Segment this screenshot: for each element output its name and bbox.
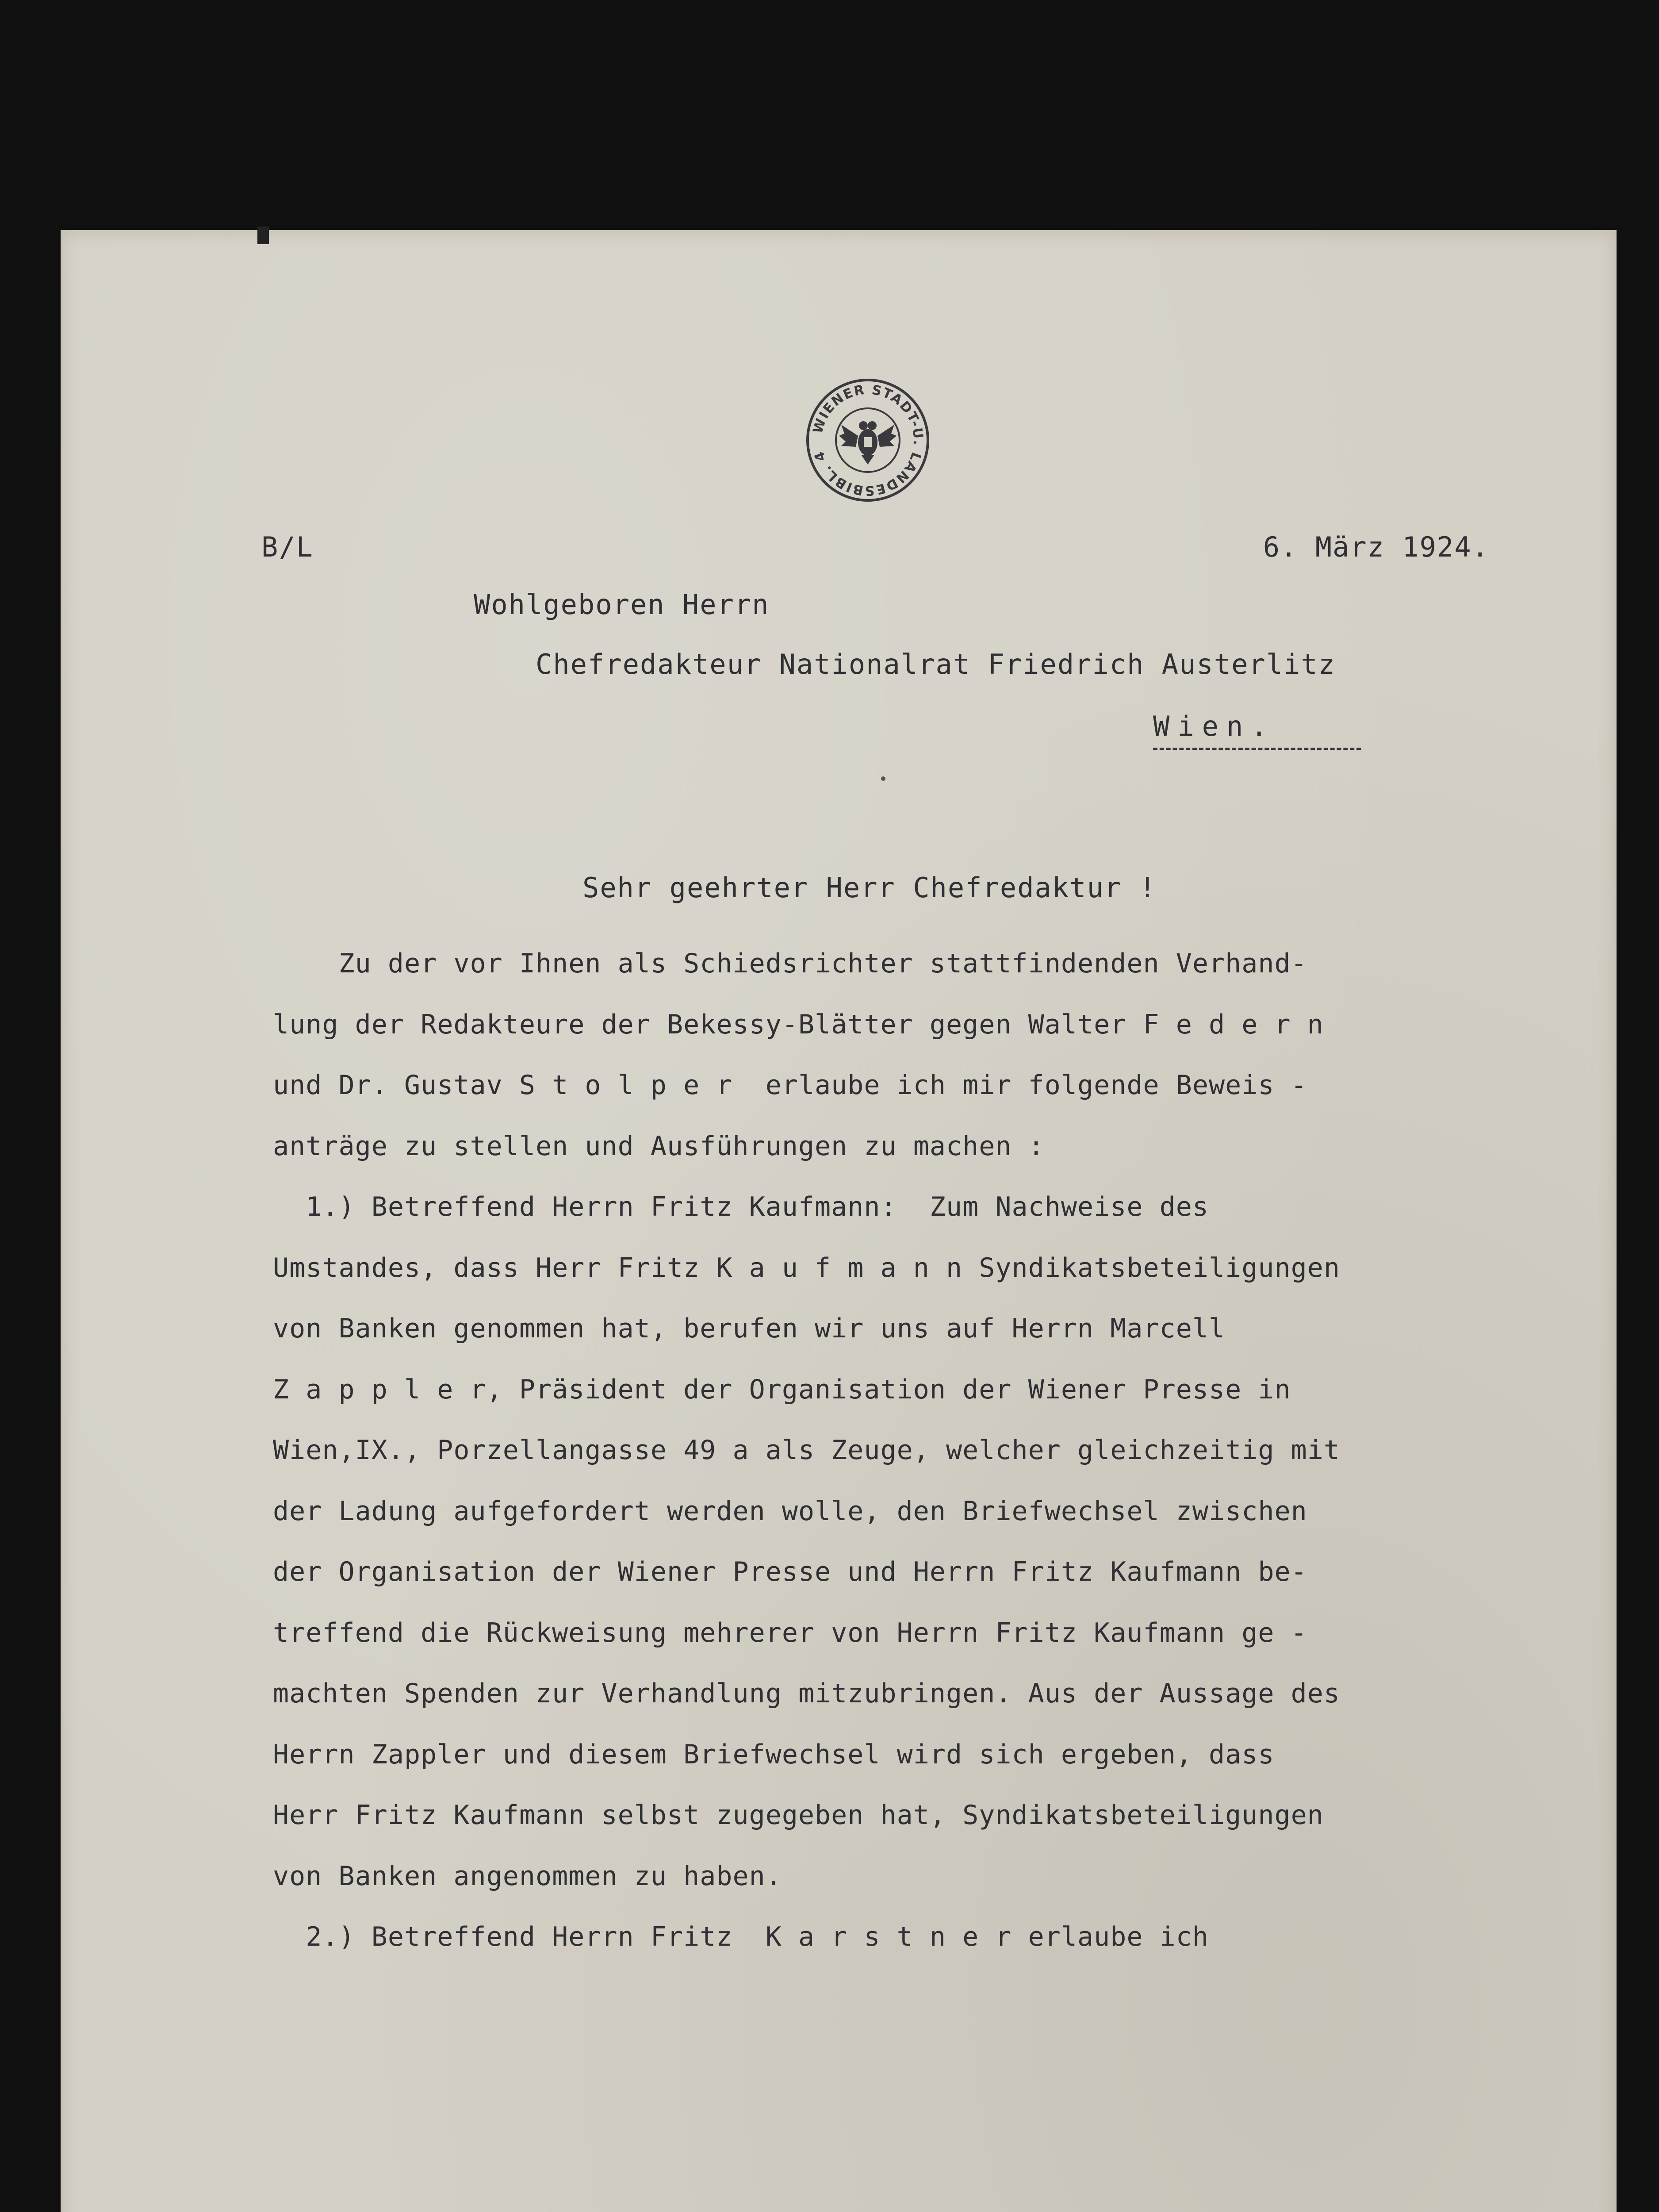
address-recipient: Chefredakteur Nationalrat Friedrich Austerlitz [536, 648, 1336, 680]
body-line: von Banken angenommen zu haben. [273, 1860, 782, 1892]
body-line: Wien,IX., Porzellangasse 49 a als Zeuge, welcher gleichzeitig mit [273, 1435, 1340, 1466]
letter-body [273, 933, 1578, 1968]
address-city: Wien. [1153, 710, 1276, 742]
body-line: von Banken genommen hat, berufen wir uns auf Herrn Marcell [273, 1313, 1226, 1344]
body-line: 1.) Betreffend Herrn Fritz Kaufmann: Zum Nachweise des [273, 1191, 1209, 1222]
body-line: Z a p p l e r, Präsident der Organisation der Wiener Presse in [273, 1374, 1291, 1405]
stamp-text: WIENER STADT-U. LANDESBIBL. 4 [810, 382, 926, 499]
body-line: der Organisation der Wiener Presse und Herrn Fritz Kaufmann be- [273, 1556, 1307, 1587]
body-line: Umstandes, dass Herr Fritz K a u f m a n n Syndikatsbeteiligungen [273, 1252, 1340, 1283]
library-seal-icon [804, 376, 932, 504]
body-line: lung der Redakteure der Bekessy-Blätter gegen Walter F e d e r n [273, 1009, 1324, 1040]
body-line: und Dr. Gustav S t o l p e r erlaube ich mir folgende Beweis - [273, 1070, 1307, 1101]
address-honorific: Wohlgeboren Herrn [474, 588, 770, 621]
letter-page [61, 230, 1617, 2212]
body-line: Herrn Zappler und diesem Briefwechsel wird sich ergeben, dass [273, 1739, 1275, 1770]
eagle-emblem [839, 421, 897, 465]
salutation: Sehr geehrter Herr Chefredaktur ! [582, 872, 1157, 904]
body-line: Herr Fritz Kaufmann selbst zugegeben hat, Syndikatsbeteiligungen [273, 1800, 1324, 1831]
body-line: 2.) Betreffend Herrn Fritz K a r s t n e r erlaube ich [273, 1921, 1209, 1952]
letter-date: 6. März 1924. [1263, 531, 1489, 563]
reference-mark: B/L [261, 531, 314, 563]
body-line: machten Spenden zur Verhandlung mitzubringen. Aus der Aussage des [273, 1678, 1340, 1709]
body-line: treffend die Rückweisung mehrerer von Herrn Fritz Kaufmann ge - [273, 1617, 1307, 1648]
body-line: der Ladung aufgefordert werden wolle, den Briefwechsel zwischen [273, 1495, 1307, 1527]
body-line: Zu der vor Ihnen als Schiedsrichter stattfindenden Verhand- [273, 948, 1307, 979]
body-line: anträge zu stellen und Ausführungen zu machen : [273, 1130, 1045, 1162]
page-edge-mark [257, 227, 269, 244]
city-underline [1153, 748, 1361, 750]
ink-dot [881, 776, 885, 781]
